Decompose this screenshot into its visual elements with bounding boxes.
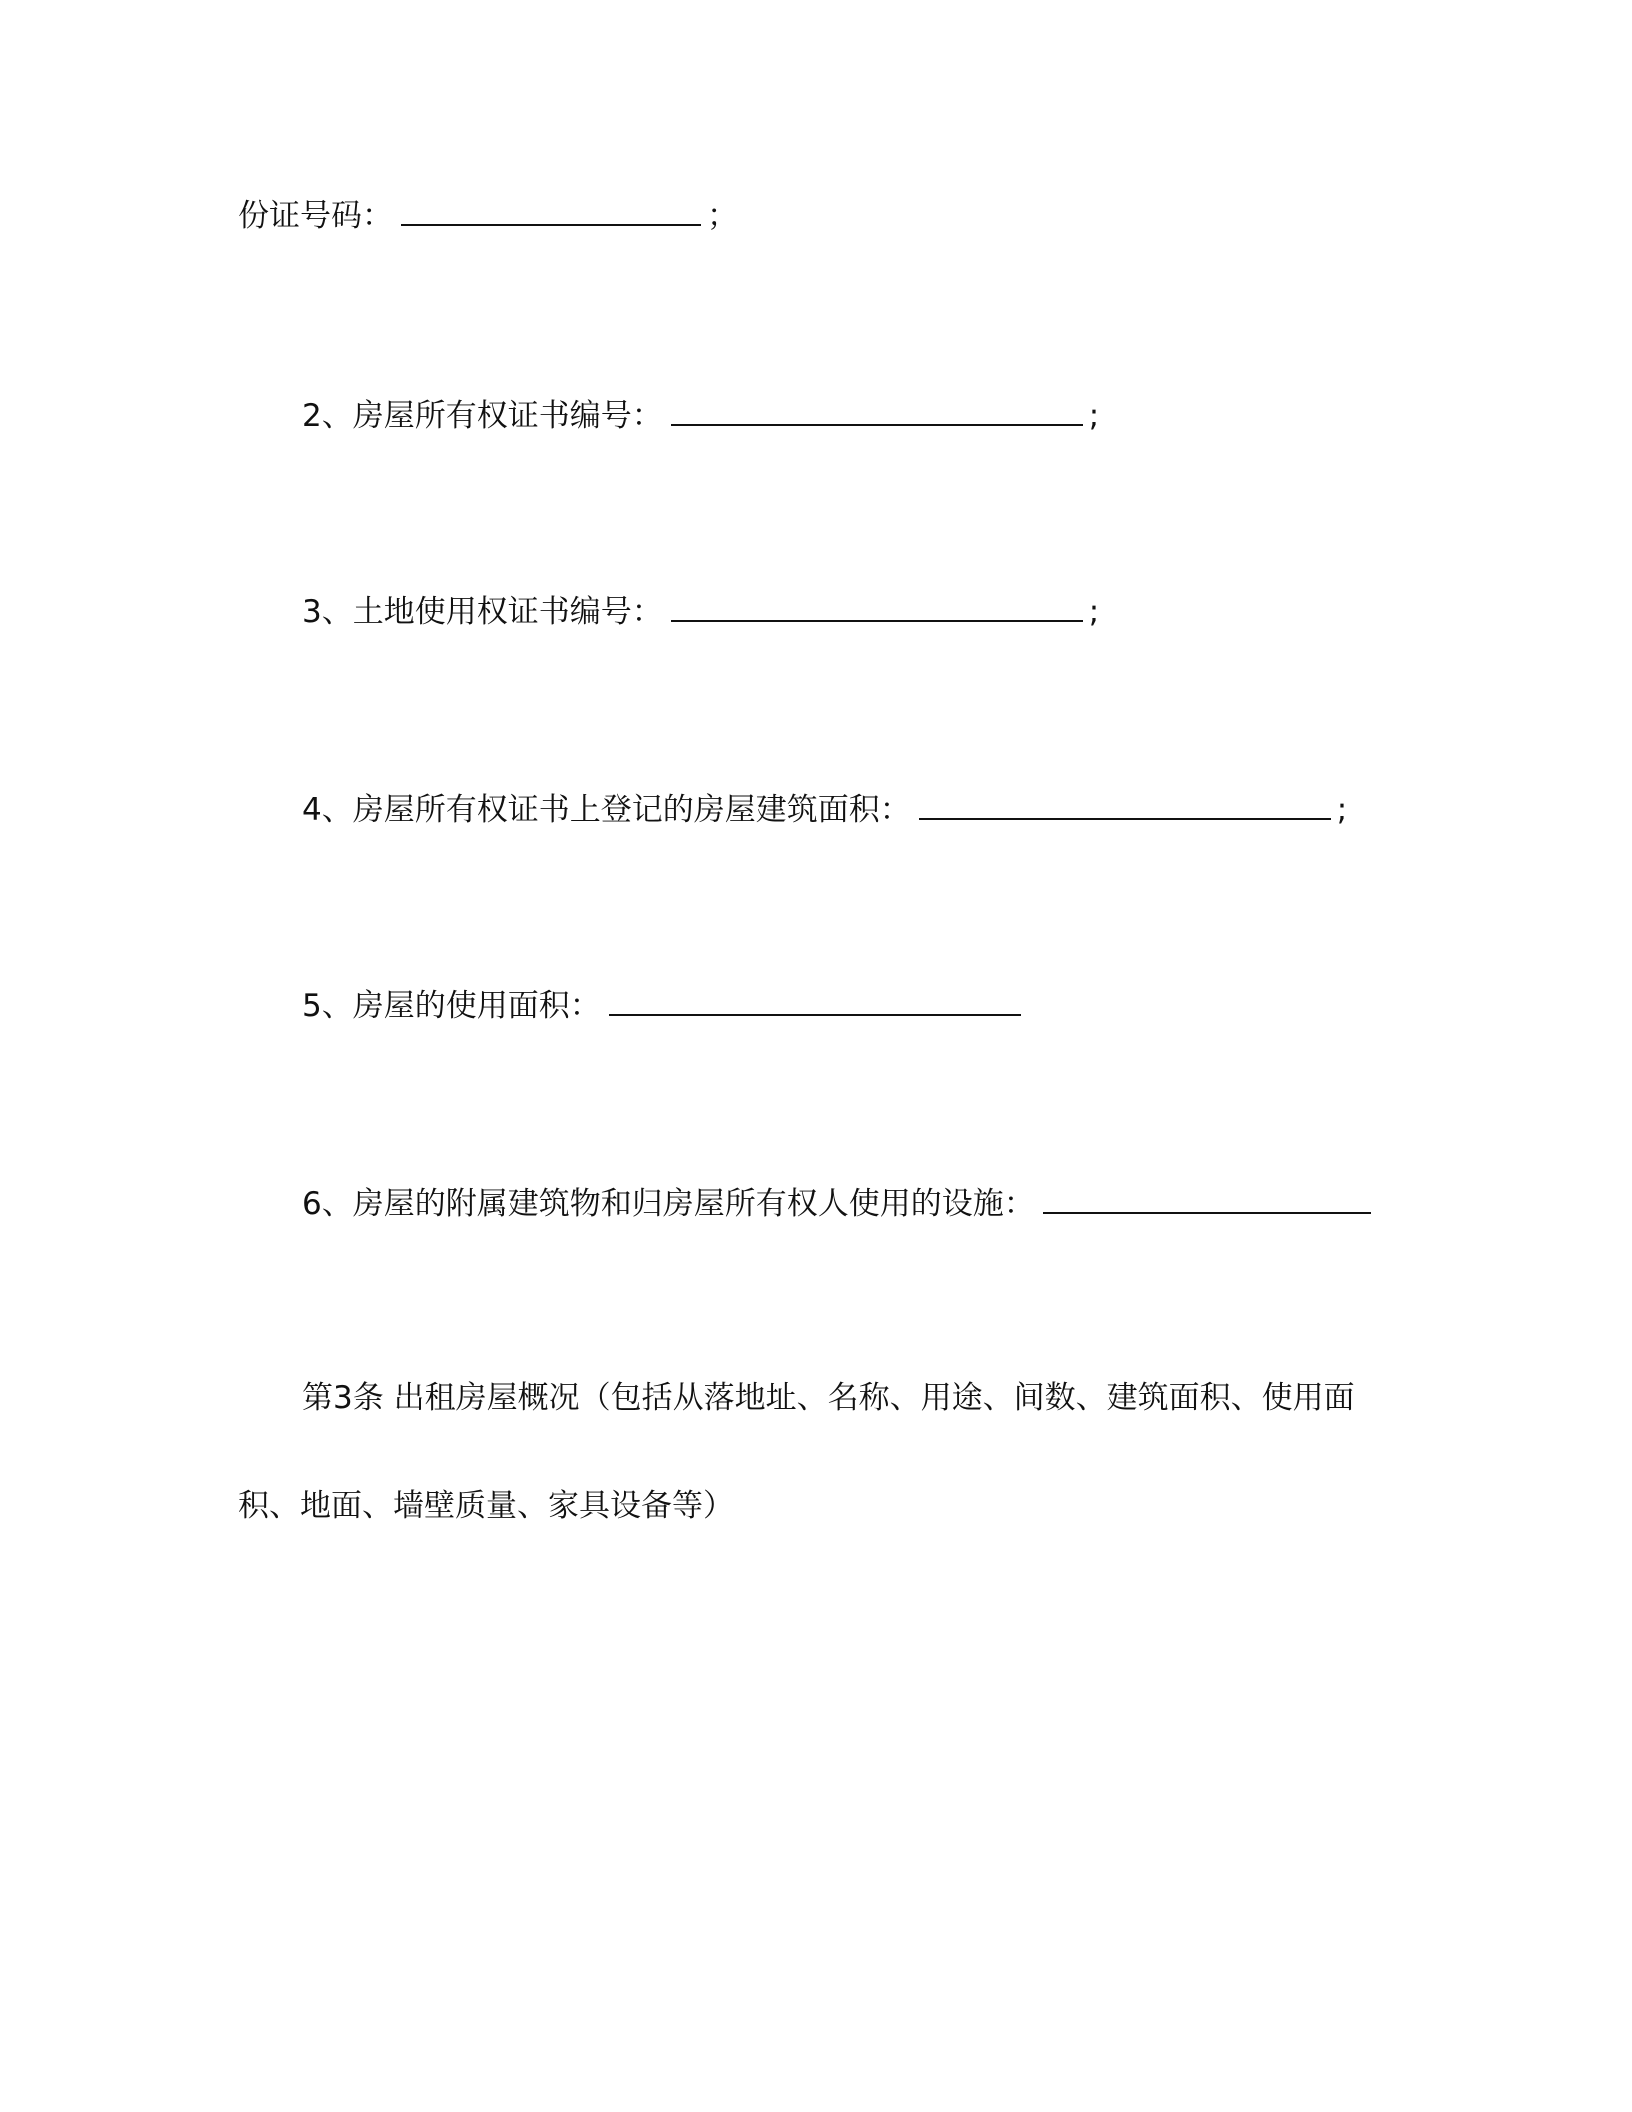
id-number-label: 份证号码： (238, 198, 393, 234)
item-2-blank[interactable] (671, 394, 1083, 426)
item-3-line (302, 590, 1099, 632)
item-4-suffix: ; (1336, 792, 1348, 828)
item-4-blank[interactable] (919, 788, 1331, 820)
item-6-blank[interactable] (1043, 1182, 1371, 1214)
id-number-suffix: ； (707, 198, 738, 234)
item-2-line (302, 394, 1099, 436)
item-3-label: 3、土地使用权证书编号： (302, 594, 663, 630)
item-5-label: 5、房屋的使用面积： (302, 988, 601, 1024)
id-number-blank[interactable] (401, 194, 701, 226)
item-5-line (302, 984, 1027, 1026)
item-3-suffix: ; (1088, 594, 1100, 630)
item-5-blank[interactable] (609, 984, 1021, 1016)
id-number-line (238, 194, 738, 236)
item-6-line (302, 1182, 1377, 1224)
item-2-suffix: ; (1088, 398, 1100, 434)
item-3-blank[interactable] (671, 590, 1083, 622)
item-2-label: 2、房屋所有权证书编号： (302, 398, 663, 434)
item-4-label: 4、房屋所有权证书上登记的房屋建筑面积： (302, 792, 911, 828)
article-3-line-1: 第3条 出租房屋概况（包括从落地址、名称、用途、间数、建筑面积、使用面 (302, 1380, 1355, 1416)
item-6-label: 6、房屋的附属建筑物和归房屋所有权人使用的设施： (302, 1186, 1035, 1222)
article-3-line-2: 积、地面、墙壁质量、家具设备等） (238, 1488, 734, 1524)
item-4-line (302, 788, 1347, 830)
